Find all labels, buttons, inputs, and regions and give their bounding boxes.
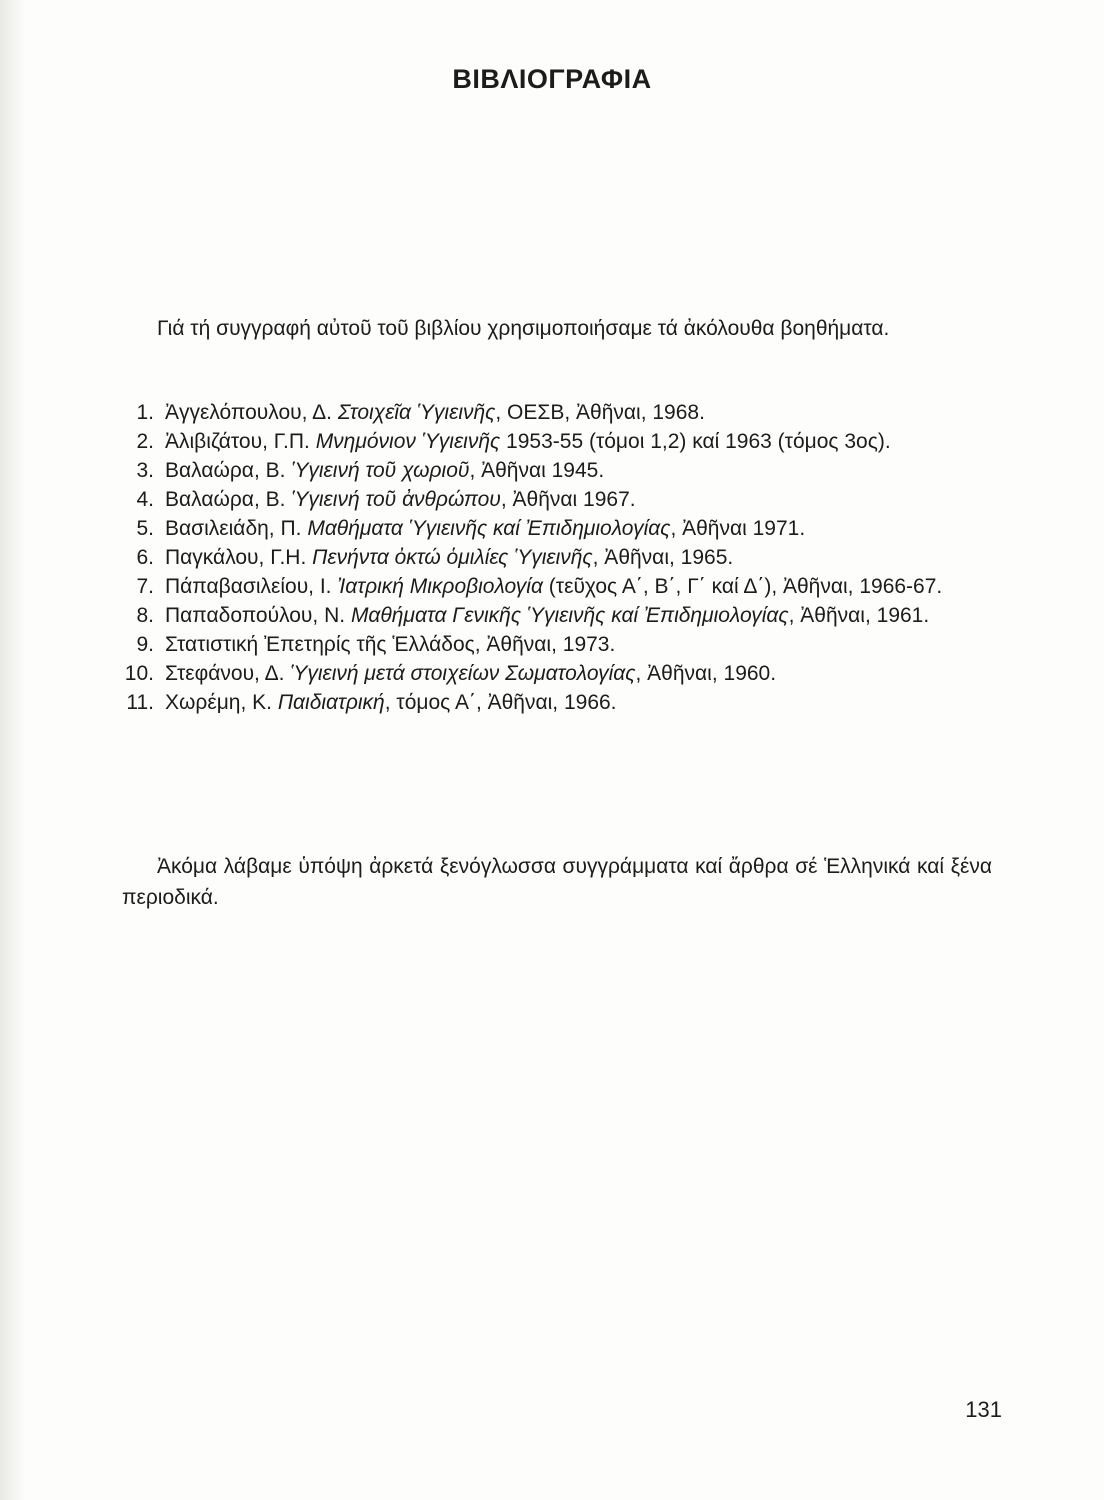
page-spine-shadow: [0, 0, 26, 1500]
reference-title: Ὑγιεινή τοῦ ἀνθρώπου: [291, 488, 501, 511]
reference-number: 9.: [136, 633, 154, 656]
reference-item: [122, 688, 992, 717]
reference-details: 1953-55 (τόμοι 1,2) καί 1963 (τόμος 3ος).: [500, 430, 891, 453]
reference-item: [122, 543, 992, 572]
reference-details: , Ἀθῆναι 1945.: [469, 459, 605, 482]
reference-author: Ἀλιβιζάτου, Γ.Π.: [165, 430, 310, 453]
page-title: ΒΙΒΛΙΟΓΡΑΦΙΑ: [452, 64, 652, 94]
reference-item: [122, 427, 992, 456]
reference-details: , ΟΕΣΒ, Ἀθῆναι, 1968.: [495, 401, 705, 424]
reference-title: Μνημόνιον Ὑγιεινῆς: [315, 430, 501, 453]
reference-number: 1.: [136, 401, 154, 424]
reference-details: , Ἀθῆναι, 1960.: [635, 662, 777, 685]
intro-text: Γιά τή συγγραφή αὐτοῦ τοῦ βιβλίου χρησιμοποιήσαμε τά ἀκόλουθα βοηθήματα.: [157, 317, 890, 340]
reference-author: Βασιλειάδη, Π.: [165, 517, 302, 540]
closing-paragraph: [122, 851, 992, 913]
reference-author: Βαλαώρα, Β.: [165, 488, 286, 511]
reference-list: [122, 398, 992, 717]
reference-item: [122, 514, 992, 543]
reference-number: 10.: [124, 662, 154, 685]
reference-author: Παγκάλου, Γ.Η.: [165, 546, 307, 569]
reference-author: Στατιστική Ἐπετηρίς τῆς Ἑλλάδος, Ἀθῆναι, 1973.: [165, 633, 616, 656]
reference-details: , Ἀθῆναι, 1961.: [788, 604, 930, 627]
reference-title: Ὑγιεινή τοῦ χωριοῦ: [291, 459, 470, 482]
reference-item: [122, 601, 992, 630]
reference-number: 6.: [136, 546, 154, 569]
reference-number: 5.: [136, 517, 154, 540]
reference-item: [122, 630, 992, 659]
page-number: 131: [965, 1397, 1002, 1422]
reference-title: Μαθήματα Γενικῆς Ὑγιεινῆς καί Ἐπιδημιολογίας: [350, 604, 789, 627]
reference-number: 11.: [126, 691, 154, 714]
reference-author: Στεφάνου, Δ.: [165, 662, 285, 685]
reference-title: Πενήντα ὀκτώ ὁμιλίες Ὑγιεινῆς: [312, 546, 593, 569]
reference-number: 4.: [136, 488, 154, 511]
reference-author: Χωρέμη, Κ.: [165, 691, 272, 714]
reference-author: Ἀγγελόπουλου, Δ.: [165, 401, 333, 424]
reference-title: Ἰατρική Μικροβιολογία: [337, 575, 543, 598]
reference-author: Βαλαώρα, Β.: [165, 459, 286, 482]
reference-number: 8.: [136, 604, 154, 627]
reference-author: Παπαδοπούλου, Ν.: [165, 604, 346, 627]
reference-number: 7.: [136, 575, 154, 598]
reference-details: , Ἀθῆναι 1971.: [670, 517, 806, 540]
intro-paragraph: [122, 313, 992, 344]
reference-title: Στοιχεῖα Ὑγιεινῆς: [337, 401, 496, 424]
reference-title: Ὑγιεινή μετά στοιχείων Σωματολογίας: [290, 662, 636, 685]
reference-item: [122, 398, 992, 427]
reference-item: [122, 456, 992, 485]
reference-item: [122, 659, 992, 688]
reference-item: [122, 572, 992, 601]
reference-title: Παιδιατρική: [277, 691, 385, 714]
reference-details: , τόμος Α΄, Ἀθῆναι, 1966.: [384, 691, 617, 714]
reference-title: Μαθήματα Ὑγιεινῆς καί Ἐπιδημιολογίας: [307, 517, 671, 540]
reference-number: 3.: [136, 459, 154, 482]
reference-number: 2.: [136, 430, 154, 453]
reference-details: , Ἀθῆναι, 1965.: [592, 546, 734, 569]
closing-text: Ἀκόμα λάβαμε ὑπόψη ἀρκετά ξενόγλωσσα συγγράμματα καί ἄρθρα σέ Ἑλληνικά καί ξένα περιοδικά.: [122, 855, 992, 909]
reference-item: [122, 485, 992, 514]
reference-author: Πάπαβασιλείου, Ι.: [165, 575, 332, 598]
reference-details: , Ἀθῆναι 1967.: [500, 488, 636, 511]
reference-details: (τεῦχος Α΄, Β΄, Γ΄ καί Δ΄), Ἀθῆναι, 1966-67.: [542, 575, 943, 598]
